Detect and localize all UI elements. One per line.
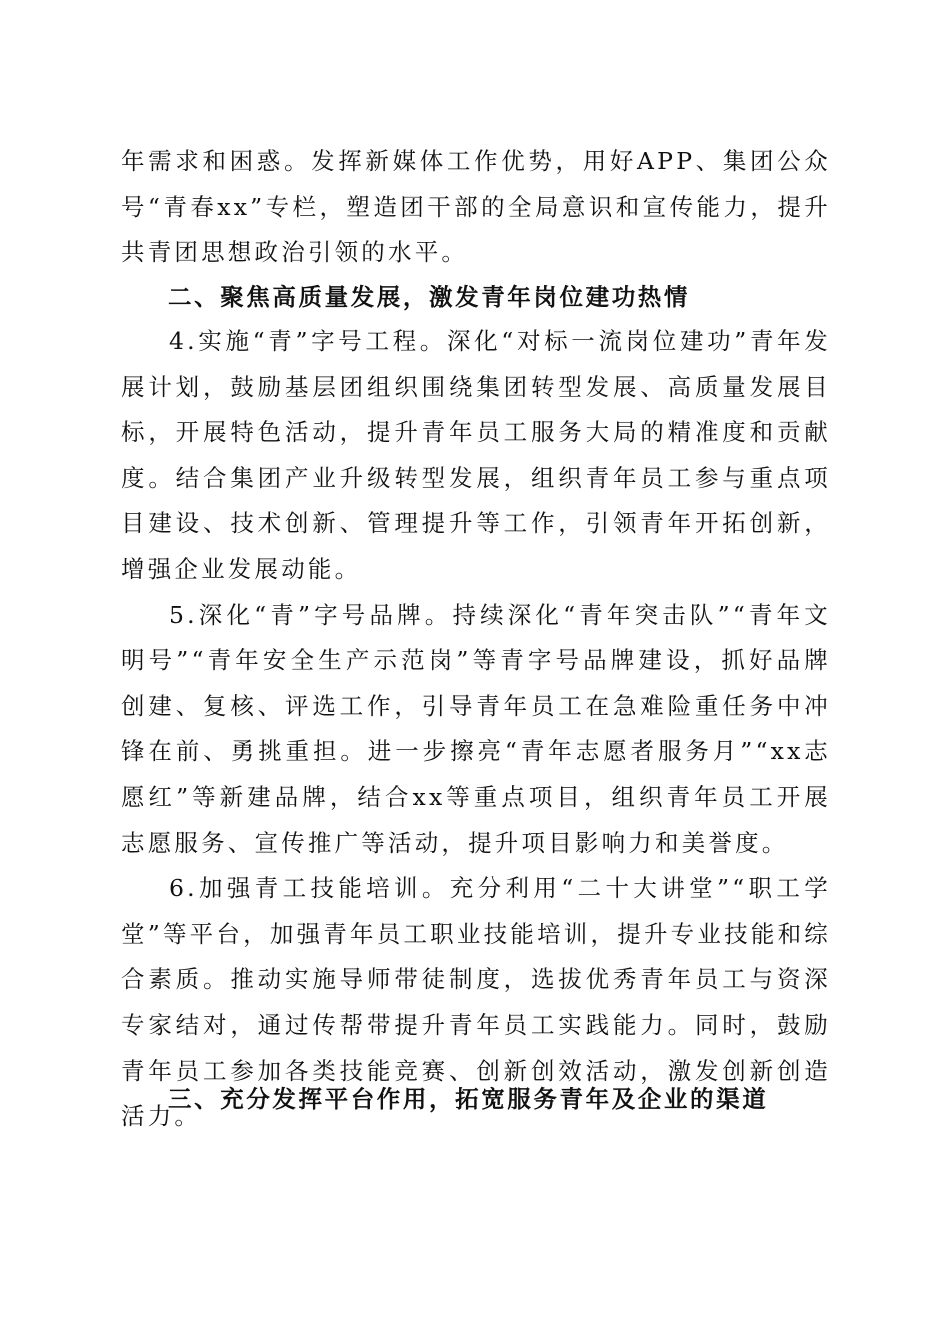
item-5-paragraph: 5.深化“青”字号品牌。持续深化“青年突击队”“青年文明号”“青年安全生产示范岗”等青字号品牌建设，抓好品牌创建、复核、评选工作，引导青年员工在急难险重任务中冲锋在前、勇挑重担。进一步擦亮“青年志愿者服务月”“xx志愿红”等新建品牌，结合xx等重点项目，组织青年员工开展志愿服务、宣传推广等活动，提升项目影响力和美誉度。 [121,600,831,857]
section-heading-3: 三、充分发挥平台作用，拓宽服务青年及企业的渠道 [168,1085,769,1113]
item-4-paragraph: 4.实施“青”字号工程。深化“对标一流岗位建功”青年发展计划，鼓励基层团组织围绕集团转型发展、高质量发展目标，开展特色活动，提升青年员工服务大局的精准度和贡献度。结合集团产业升级转型发展，组织青年员工参与重点项目建设、技术创新、管理提升等工作，引领青年开拓创新，增强企业发展动能。 [121,327,831,583]
document-body [121,139,831,276]
continuation-paragraph: 年需求和困惑。发挥新媒体工作优势，用好APP、集团公众号“青春xx”专栏，塑造团干部的全局意识和宣传能力，提升共青团思想政治引领的水平。 [121,147,831,267]
item-6-paragraph: 6.加强青工技能培训。充分利用“二十大讲堂”“职工学堂”等平台，加强青年员工职业技能培训，提升专业技能和综合素质。推动实施导师带徒制度，选拔优秀青年员工与资深专家结对，通过传帮带提升青年员工实践能力。同时，鼓励青年员工参加各类技能竞赛、创新创效活动，激发创新创造活力。 [121,874,831,1131]
section-2-body [121,319,831,1140]
section-heading-2: 二、聚焦高质量发展，激发青年岗位建功热情 [168,283,690,311]
